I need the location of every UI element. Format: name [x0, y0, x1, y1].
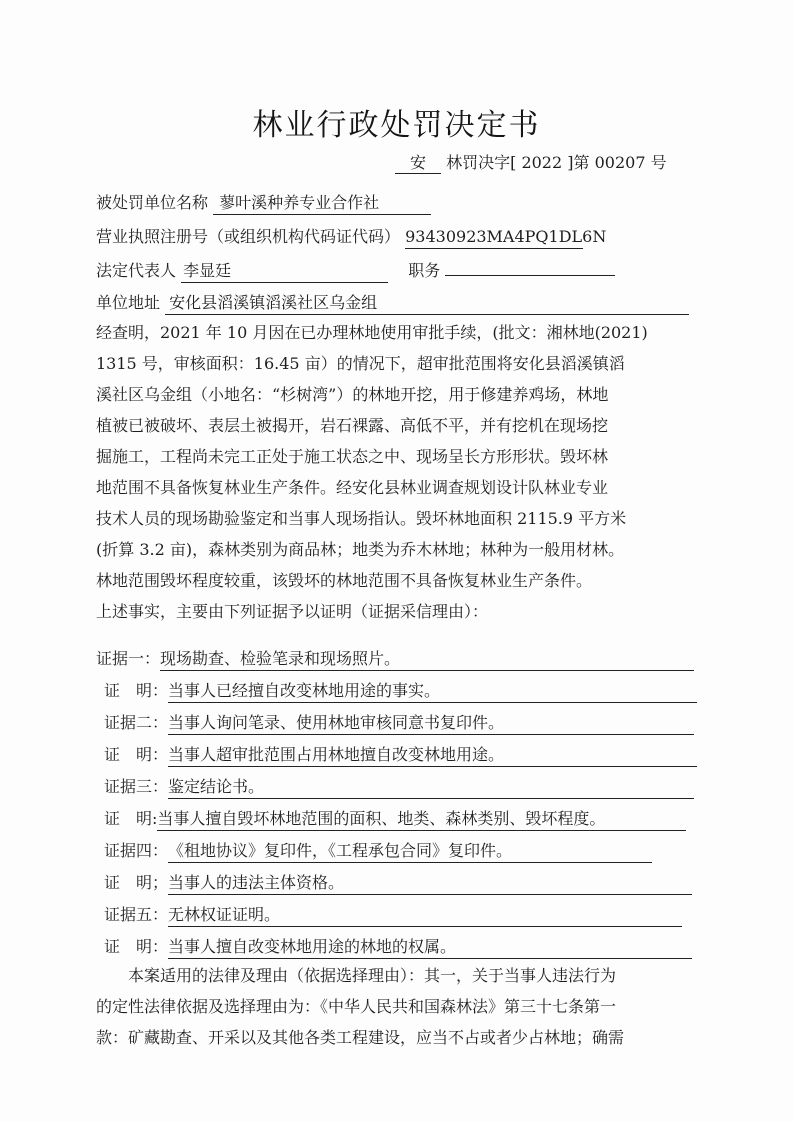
facts-paragraph	[96, 317, 711, 627]
evidence-row	[104, 680, 697, 703]
facts-line: (折算 3.2 亩)，森林类别为商品林；地类为乔木林地；林种为一般用材林。	[96, 540, 625, 559]
post-value	[445, 259, 615, 276]
law-paragraph	[96, 960, 711, 1053]
evidence-label: 证 明：	[104, 937, 169, 956]
law-line: 款：矿藏勘查、开采以及其他各类工程建设，应当不占或者少占林地；确需	[96, 1028, 625, 1047]
doc-suffix: 号	[650, 153, 667, 172]
evidence-row	[104, 744, 697, 767]
doc-no-label: ]第	[567, 153, 590, 172]
representative-row	[96, 259, 615, 283]
facts-line: 掘施工，工程尚未完工正处于施工状态之中、现场呈长方形形状。毁坏林	[96, 447, 609, 466]
license-value: 93430923MA4PQ1DL6N	[405, 226, 583, 249]
evidence-label: 证据二：	[104, 713, 169, 732]
facts-line: 林地范围毁坏程度较重，该毁坏的林地范围不具备恢复林业生产条件。	[96, 571, 593, 590]
facts-line: 1315 号，审核面积：16.45 亩）的情况下，超审批范围将安化县滔溪镇滔	[96, 354, 625, 373]
evidence-text: 《租地协议》复印件，《工程承包合同》复印件。	[168, 840, 652, 863]
facts-line: 经查明，2021 年 10 月因在已办理林地使用审批手续，(批文：湘林地(2021)	[96, 323, 648, 342]
doc-serial: 00207	[594, 153, 646, 172]
address-value: 安化县滔溪镇滔溪社区乌金组	[165, 292, 689, 315]
address-label: 单位地址	[96, 293, 161, 312]
evidence-label: 证 明:	[104, 809, 158, 828]
facts-line: 技术人员的现场勘验鉴定和当事人现场指认。毁坏林地面积 2115.9 平方米	[96, 509, 627, 528]
evidence-row	[104, 808, 686, 831]
evidence-label: 证据一：	[96, 649, 161, 668]
representative-label: 法定代表人	[96, 261, 177, 280]
address-row	[96, 292, 689, 315]
evidence-text: 无林权证证明。	[168, 904, 682, 927]
evidence-row	[104, 712, 694, 735]
evidence-row	[104, 936, 692, 959]
license-label: 营业执照注册号（或组织机构代码证代码）	[96, 227, 401, 246]
evidence-label: 证 明；	[104, 873, 169, 892]
evidence-text: 当事人超审批范围占用林地擅自改变林地用途。	[168, 744, 697, 767]
evidence-label: 证据三：	[104, 777, 169, 796]
doc-type: 林罚决字[	[446, 153, 517, 172]
doc-year: 2022	[521, 153, 563, 172]
evidence-row	[104, 776, 694, 799]
license-row	[96, 226, 607, 249]
evidence-label: 证据四：	[104, 841, 169, 860]
unit-name-row	[96, 192, 431, 215]
doc-prefix: 安	[395, 150, 441, 174]
representative-value: 李显廷	[181, 260, 388, 283]
evidence-text: 当事人已经擅自改变林地用途的事实。	[168, 680, 697, 703]
evidence-text: 当事人的违法主体资格。	[168, 872, 692, 895]
law-line: 本案适用的法律及理由（依据选择理由）：其一，关于当事人违法行为	[128, 966, 617, 985]
unit-name-value: 蓼叶溪种养专业合作社	[213, 192, 431, 215]
unit-name-label: 被处罚单位名称	[96, 193, 209, 212]
facts-line: 溪社区乌金组（小地名：“杉树湾”）的林地开挖，用于修建养鸡场，林地	[96, 385, 609, 404]
evidence-text: 当事人询问笔录、使用林地审核同意书复印件。	[168, 712, 694, 735]
evidence-text: 鉴定结论书。	[168, 776, 694, 799]
facts-line: 地范围不具备恢复林业生产条件。经安化县林业调查规划设计队林业专业	[96, 478, 609, 497]
document-number	[395, 150, 667, 174]
law-line: 的定性法律依据及选择理由为：《中华人民共和国森林法》第三十七条第一	[96, 997, 617, 1016]
post-label: 职务	[408, 261, 441, 280]
facts-line: 植被已被破坏、表层土被揭开，岩石裸露、高低不平，并有挖机在现场挖	[96, 416, 609, 435]
evidence-text: 当事人擅自毁坏林地范围的面积、地类、森林类别、毁坏程度。	[157, 808, 686, 831]
evidence-row	[104, 872, 692, 895]
evidence-row	[104, 904, 682, 927]
document-title: 林业行政处罚决定书	[252, 108, 541, 143]
evidence-label: 证 明：	[104, 681, 169, 700]
evidence-row	[96, 648, 694, 671]
evidence-label: 证 明：	[104, 745, 169, 764]
evidence-text: 现场勘查、检验笔录和现场照片。	[160, 648, 694, 671]
evidence-text: 当事人擅自改变林地用途的林地的权属。	[168, 936, 692, 959]
evidence-row	[104, 840, 652, 863]
facts-intro: 上述事实，主要由下列证据予以证明（证据采信理由）：	[96, 602, 489, 621]
evidence-label: 证据五：	[104, 905, 169, 924]
